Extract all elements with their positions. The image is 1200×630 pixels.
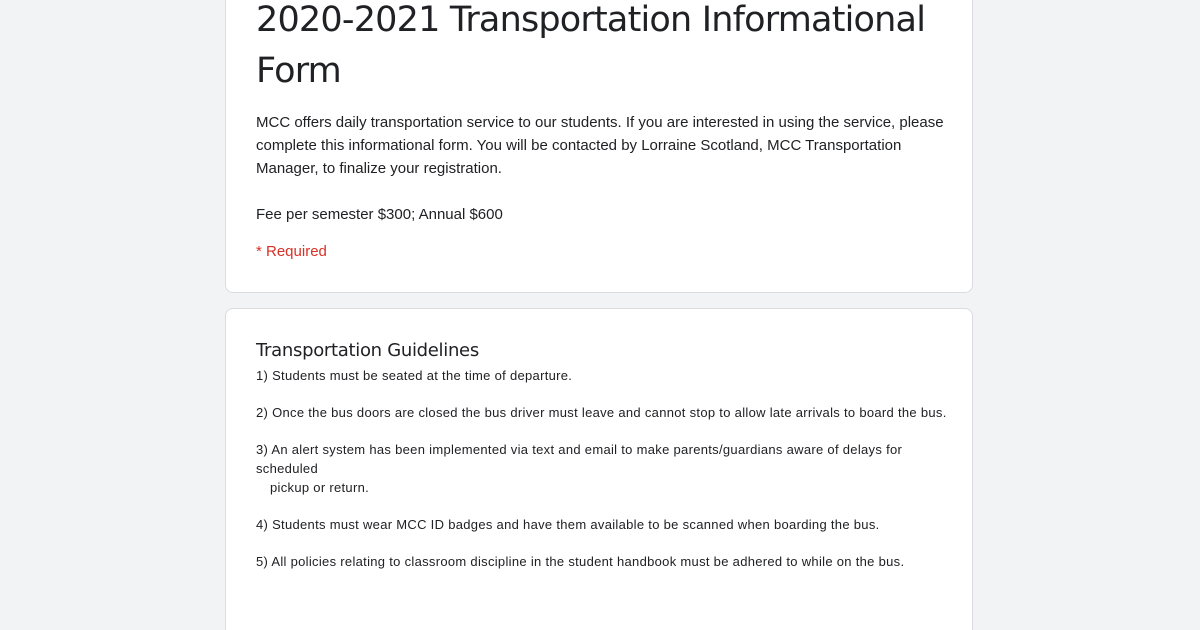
form-description: MCC offers daily transportation service to our students. If you are interested in using the service, please complete this informational form. You will be contacted by Lorraine Scotland, MCC Transportation Manager, to finalize your registration.: [256, 114, 944, 177]
guideline-text: 4) Students must wear MCC ID badges and have them available to be scanned when boarding the bus.: [256, 517, 880, 532]
form-title: 2020-2021 Transportation Informational Form: [256, 0, 926, 91]
guideline-continuation: pickup or return.: [270, 480, 370, 495]
guidelines-section-card: [225, 308, 973, 630]
fee-text: Fee per semester $300; Annual $600: [256, 206, 503, 223]
guideline-item: [256, 366, 956, 385]
guideline-text: 3) An alert system has been implemented via text and email to make parents/guardians aware of delays for scheduled: [256, 442, 903, 476]
guideline-item: [256, 515, 956, 534]
guideline-text: 2) Once the bus doors are closed the bus driver must leave and cannot stop to allow late arrivals to board the bus.: [256, 405, 947, 420]
guidelines-list: [256, 366, 956, 589]
guideline-item: [256, 440, 956, 497]
guideline-text: 1) Students must be seated at the time of departure.: [256, 368, 573, 383]
form-header-card: [225, 0, 973, 293]
guideline-item: [256, 403, 956, 422]
guideline-text: 5) All policies relating to classroom discipline in the student handbook must be adhered to while on the bus.: [256, 554, 905, 569]
section-title: Transportation Guidelines: [256, 340, 479, 361]
required-note: * Required: [256, 243, 327, 260]
guideline-item: [256, 552, 956, 571]
